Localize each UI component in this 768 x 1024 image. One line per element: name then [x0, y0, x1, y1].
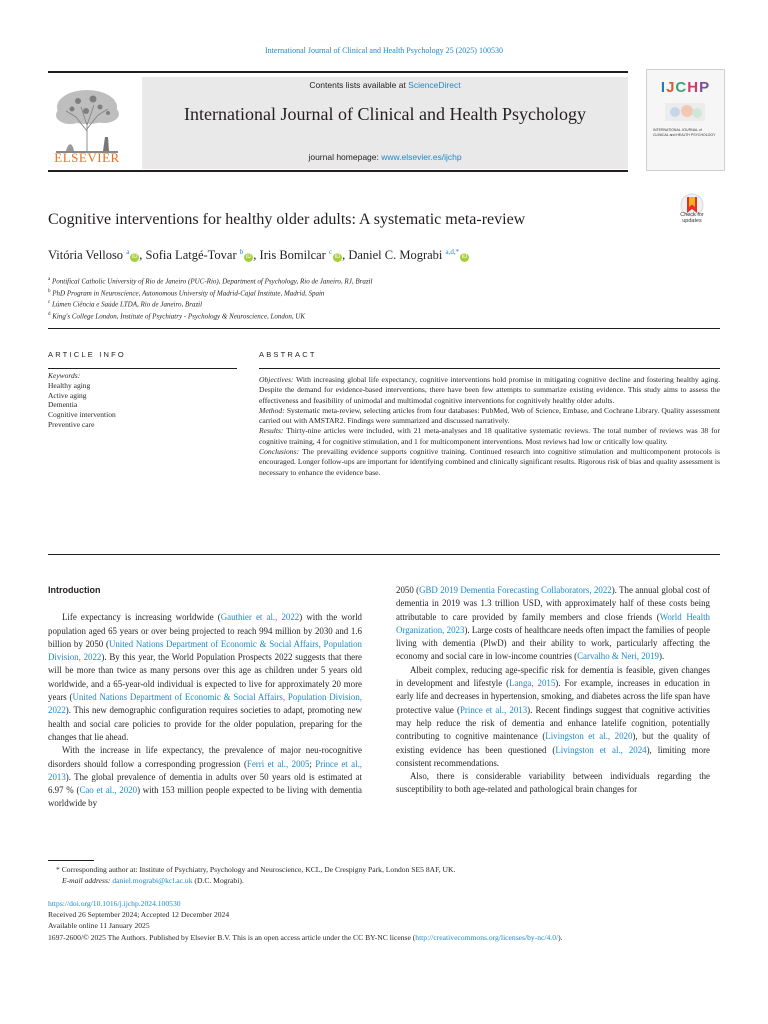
- citation-link[interactable]: Livingston et al., 2024: [555, 744, 647, 755]
- abstract-objectives-text: With increasing global life expectancy, cognitive interventions hold promise in mitigating cognitive decline and fostering healthy aging. Despite the demand for evidence-based interventions, there have been few attempts to summarize existing evidence. This study aims to assess the effectiveness and feasibility of unimodal and multimodal cognitive interventions for cognitively healthy older adults.: [259, 375, 721, 405]
- author-list: Vitória Velloso $^a$iD , Sofia Latgé-Tovar $^b$iD , Iris Bomilcar $^c$iD , Daniel C. Mograbi $^{a,d,*}$iD: [48, 248, 468, 263]
- citation-link[interactable]: United Nations Department of Economic & Social Affairs, Population Division, 2022: [48, 638, 362, 663]
- keyword-item: Dementia: [48, 400, 78, 410]
- orcid-icon[interactable]: iD: [131, 254, 138, 261]
- text-run: ).: [658, 651, 665, 662]
- text-run: ). Recent findings suggest that cognitive activities may help reduce the risk of dementia and enhance latelife cognition, potentially contributing to cognitive maintenance (: [396, 704, 710, 742]
- text-run: ), but the quality of existing evidence has been questioned (: [396, 731, 710, 755]
- affiliation-text: Lúmen Ciência e Saúde LTDA, Rio de Janeiro, Brazil: [51, 300, 203, 309]
- orcid-icon[interactable]: iD: [334, 254, 341, 261]
- text-run: ). Large costs of healthcare needs often impact the families of people living with dementia (PlwD) and their ability to work, particularly affecting the economy and social care in low-income countries (: [396, 624, 710, 662]
- text-run: ). By this year, the World Population Prospects 2022 suggests that there will be more than twice as many persons over this age as children under 5 years old worldwide, and a 65-year-old individual is expected to live for approximately 20 more years (: [48, 652, 362, 703]
- citation-link[interactable]: Ferri et al., 2005: [246, 758, 310, 769]
- elsevier-wordmark: ELSEVIER: [54, 150, 120, 165]
- intro-paragraph-4: Also, there is considerable variability between individuals regarding the susceptibility to both age-related and pathological brain changes for: [396, 771, 710, 795]
- affiliation-list: [48, 275, 648, 322]
- text-run: With the increase in life expectancy, the prevalence of major neu-rocognitive disorders should follow a corresponding progression (: [48, 745, 362, 769]
- journal-reference[interactable]: International Journal of Clinical and Health Psychology 25 (2025) 100530: [265, 46, 503, 55]
- doi-link[interactable]: https://doi.org/10.1016/j.ijchp.2024.100530: [48, 899, 181, 908]
- affiliation-item: [48, 310, 648, 322]
- license-line: [48, 932, 720, 943]
- affiliation-text: Pontifical Catholic University of Rio de Janeiro (PUC-Rio), Department of Psychology, Rio de Janeiro, RJ, Brazil: [51, 277, 373, 286]
- citation-link[interactable]: Livingston et al., 2020: [545, 731, 633, 742]
- cover-artwork-icon: [665, 103, 705, 121]
- license-prefix: 1697-2600/© 2025 The Authors. Published by Elsevier B.V. This is an open access article under the CC BY-NC license (: [48, 932, 416, 942]
- keyword-item: Cognitive intervention: [48, 410, 116, 420]
- email-suffix: (D.C. Mograbi).: [192, 876, 244, 886]
- author-affil-sup[interactable]: c: [328, 248, 333, 256]
- text-run: ) with 153 million people expected to be living with dementia worldwide by: [48, 785, 362, 809]
- license-suffix: ).: [558, 932, 563, 942]
- received-dates: Received 26 September 2024; Accepted 12 December 2024: [48, 910, 230, 920]
- cover-subtitle: INTERNATIONAL JOURNAL of CLINICAL and HEALTH PSYCHOLOGY: [653, 128, 716, 137]
- text-run: ;: [309, 758, 316, 769]
- text-run: Albeit complex, reducing age-specific risk for dementia is feasible, given changes in development and lifestyle (: [396, 664, 710, 689]
- author-name[interactable]: Sofia Latgé-Tovar: [145, 248, 237, 263]
- affiliation-sup: b: [48, 288, 51, 294]
- abstract-conclusions-label: Conclusions:: [259, 447, 300, 457]
- abstract-heading: ABSTRACT: [259, 350, 317, 359]
- affiliation-item: [48, 275, 648, 287]
- orcid-icon[interactable]: iD: [245, 254, 252, 261]
- abstract-conclusions: [259, 447, 720, 478]
- abstract-body: [259, 375, 720, 478]
- contents-prefix: Contents lists available at: [309, 80, 409, 90]
- author-affil-sup[interactable]: a: [126, 248, 130, 256]
- abstract-conclusions-text: The prevailing evidence supports cognitive training. Continued research into cognitive stimulation and multicomponent protocols is encouraged. Longer follow-ups are important for identifying combined and clinically significant results. Rigorous risk of bias and quality assessment is necessary to enhance the evidence base.: [259, 447, 721, 477]
- affiliation-item: [48, 287, 648, 299]
- contents-line: [142, 80, 628, 90]
- body-column-left: [48, 584, 362, 811]
- text-run: Life expectancy is increasing worldwide (: [62, 612, 221, 623]
- keywords-block: [48, 371, 237, 430]
- affiliation-item: [48, 298, 648, 310]
- homepage-prefix: journal homepage:: [308, 152, 382, 162]
- text-run: ). The annual global cost of dementia in 2019 was 1.3 trillion USD, with approximately half of these costs being attributable to care provided by family members and close friends (: [396, 585, 710, 622]
- cover-title: IJCHP: [660, 79, 711, 96]
- front-matter-rule: [48, 328, 720, 329]
- publication-info: [48, 898, 720, 943]
- text-run: ). For example, increases in education in early life and decreases in hypertension, smoking, and diabetes across the life span have protective value (: [396, 678, 710, 715]
- journal-homepage-line: [142, 152, 628, 162]
- keywords-label: Keywords:: [48, 371, 81, 380]
- badge-line-1: Check for: [680, 212, 704, 218]
- author-name[interactable]: Iris Bomilcar: [259, 248, 326, 263]
- affiliation-sup: c: [48, 300, 51, 306]
- author-affil-sup[interactable]: a,d,*: [445, 248, 460, 256]
- header-top-rule: [48, 71, 628, 73]
- author-affil-sup[interactable]: b: [239, 248, 244, 256]
- abstract-bottom-rule: [48, 554, 720, 555]
- citation-link[interactable]: Prince et al., 2013: [48, 758, 363, 782]
- journal-cover-thumbnail[interactable]: [646, 69, 725, 171]
- citation-link[interactable]: Carvalho & Neri, 2019: [577, 651, 659, 662]
- keyword-item: Active aging: [48, 390, 87, 400]
- journal-homepage-link[interactable]: www.elsevier.es/ijchp: [381, 152, 462, 162]
- intro-paragraph-2-continued: [396, 584, 710, 664]
- text-run: ), limiting more consistent recommendations.: [396, 744, 710, 768]
- affiliation-sup: a: [48, 277, 51, 282]
- license-link[interactable]: http://creativecommons.org/licenses/by-nc/4.0/: [415, 932, 559, 942]
- abstract-objectives-label: Objectives:: [259, 375, 294, 384]
- abstract-method-label: Method:: [259, 405, 285, 415]
- available-online-date: Available online 11 January 2025: [48, 921, 150, 931]
- introduction-heading: Introduction: [48, 585, 101, 595]
- body-column-right: [396, 584, 710, 797]
- citation-link[interactable]: United Nations Department of Economic & Social Affairs, Population Division, 2022: [48, 692, 362, 716]
- abstract-method: [259, 406, 720, 427]
- citation-link[interactable]: GBD 2019 Dementia Forecasting Collaborators, 2022: [419, 585, 612, 595]
- abstract-results-label: Results:: [259, 426, 284, 436]
- article-info-rule: [48, 368, 237, 369]
- check-for-updates-label[interactable]: [668, 212, 716, 224]
- sciencedirect-link[interactable]: ScienceDirect: [408, 80, 461, 90]
- abstract-results: [259, 426, 720, 447]
- badge-line-2: updates: [682, 218, 702, 224]
- orcid-icon[interactable]: iD: [461, 254, 468, 261]
- abstract-objectives: [259, 375, 720, 406]
- citation-link[interactable]: Cao et al., 2020: [79, 785, 138, 796]
- intro-paragraph-1: [48, 611, 362, 744]
- journal-title: International Journal of Clinical and Health Psychology: [184, 104, 586, 124]
- abstract-results-text: Thirty-nine articles were included, with 21 meta-analyses and 18 qualitative systematic reviews. The total number of reviews was 38 for cognitive training, 4 for cognitive stimulation, and 1 for multicomponent interventions. Most reviews had low or critically low quality.: [259, 426, 720, 446]
- affiliation-sup: d: [48, 311, 51, 317]
- abstract-method-text: Systematic meta-review, selecting articles from four databases: PubMed, Web of Science, Embase, and Cochrane Library. Quality assessment carried out with AMSTAR2. Findings were summarized and discussed narratively.: [259, 405, 720, 426]
- affiliation-text: PhD Program in Neuroscience, Autonomous University of Madrid-Cajal Institute, Madrid, Spain: [52, 288, 325, 297]
- citation-link[interactable]: Gauthier et al., 2022: [220, 612, 300, 623]
- citation-link[interactable]: World Health Organization, 2023: [396, 611, 710, 635]
- author-name[interactable]: Daniel C. Mograbi: [348, 248, 443, 263]
- author-name[interactable]: Vitória Velloso: [48, 248, 124, 263]
- affiliation-text: King's College London, Institute of Psychiatry - Psychology & Neuroscience, London, UK: [52, 312, 306, 321]
- email-label: E-mail address:: [62, 876, 113, 886]
- keyword-item: Healthy aging: [48, 380, 91, 390]
- citation-link[interactable]: Prince et al., 2013: [459, 704, 528, 715]
- intro-paragraph-2: [48, 744, 362, 810]
- article-info-heading: ARTICLE INFO: [48, 350, 126, 359]
- keyword-item: Preventive care: [48, 419, 95, 429]
- footnote-rule: [48, 860, 94, 861]
- email-line: [48, 875, 720, 886]
- email-link[interactable]: daniel.mograbi@kcl.ac.uk: [112, 876, 193, 886]
- citation-link[interactable]: Langa, 2015: [509, 678, 556, 689]
- corresponding-author-footnote: [48, 864, 720, 886]
- intro-paragraph-3: [396, 664, 710, 770]
- text-run: ). This new demographic configuration requires societies to adapt, promoting new health and social care policies to provide for the older population, preparing for the changes that lie ahead.: [48, 705, 362, 742]
- abstract-rule: [259, 368, 720, 369]
- text-run: 2050 (: [396, 585, 420, 595]
- text-run: ) with the world population aged 65 years or over being projected to reach 994 million by 2030 and 1.6 billion by 2050 (: [48, 612, 362, 649]
- text-run: ). The global prevalence of dementia in adults over 50 years old is estimated at 6.97 % (: [48, 771, 362, 796]
- corresponding-author-text: * Corresponding author at: Institute of Psychiatry, Psychology and Neuroscience, KCL, De Crespigny Park, London SE5 8AF, UK.: [56, 865, 456, 874]
- header-bottom-rule: [48, 170, 628, 172]
- article-title: Cognitive interventions for healthy older adults: A systematic meta-review: [48, 211, 526, 228]
